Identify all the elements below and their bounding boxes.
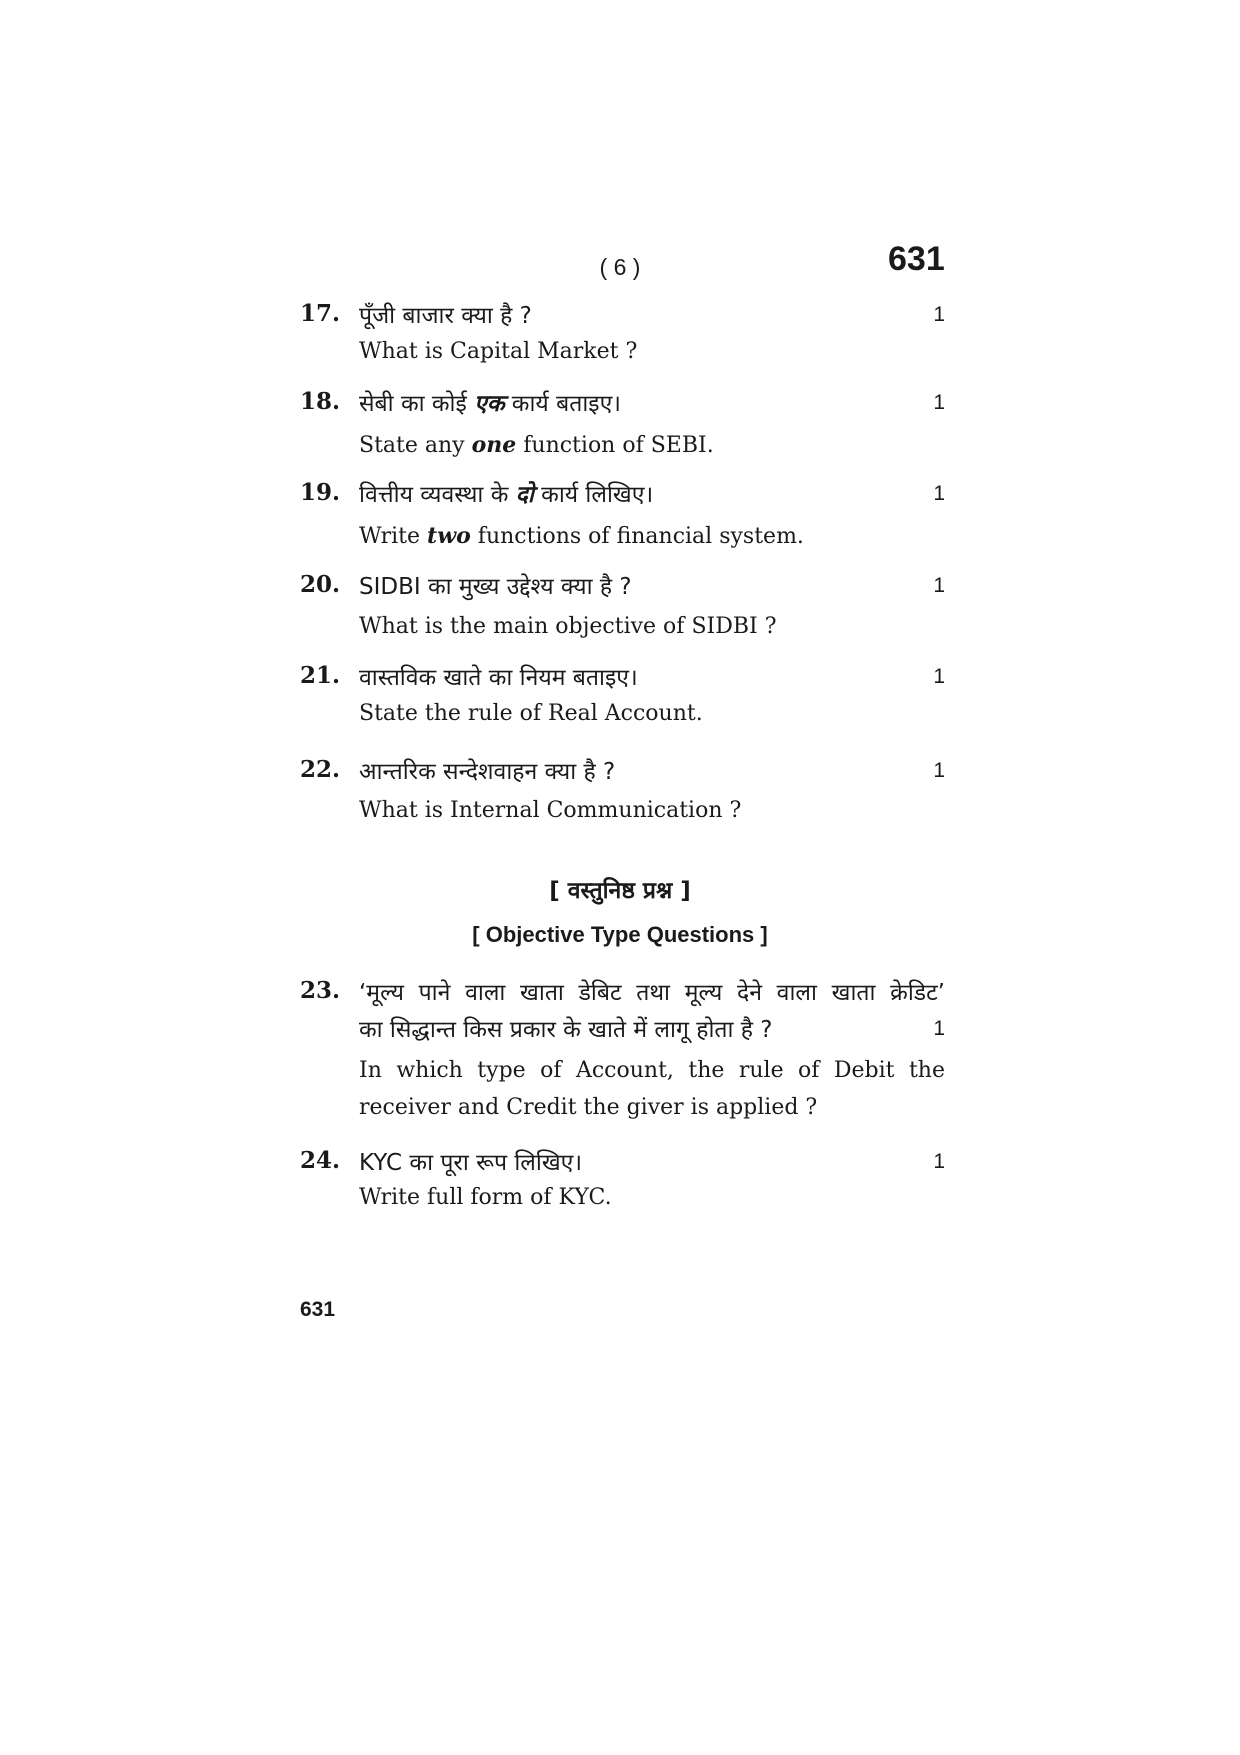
question-marks: 1 <box>933 665 945 688</box>
question-english: State the rule of Real Account. <box>359 701 703 726</box>
question-marks: 1 <box>933 303 945 326</box>
hindi-emphasis: एक <box>474 391 505 417</box>
question-number: 17. <box>300 300 341 327</box>
section-heading-hindi: [ वस्तुनिष्ठ प्रश्न ] <box>549 878 691 904</box>
question-number: 18. <box>300 388 341 415</box>
english-emphasis: two <box>427 523 471 549</box>
question-hindi: SIDBI का मुख्य उद्देश्य क्या है ? <box>359 574 632 600</box>
question-marks: 1 <box>933 1017 945 1040</box>
question-english: What is Internal Communication ? <box>359 798 742 823</box>
question-number: 24. <box>300 1147 341 1174</box>
hindi-text: सेबी का कोई <box>359 391 475 417</box>
question-number: 22. <box>300 756 341 783</box>
question-english: What is the main objective of SIDBI ? <box>359 614 777 639</box>
page-number: ( 6 ) <box>599 254 641 280</box>
english-text: Write <box>359 524 428 549</box>
question-english: Write full form of KYC. <box>359 1185 612 1210</box>
question-hindi: वास्तविक खाते का नियम बताइए। <box>359 665 638 691</box>
english-text: functions of financial system. <box>470 524 804 549</box>
question-hindi: पूँजी बाजार क्या है ? <box>359 303 532 329</box>
question-marks: 1 <box>933 391 945 414</box>
question-hindi <box>359 386 621 418</box>
question-hindi: KYC का पूरा रूप लिखिए। <box>359 1150 583 1176</box>
question-marks: 1 <box>933 1150 945 1173</box>
question-number: 21. <box>300 662 341 689</box>
question-english-line-1: In which type of Account, the rule of Debit the <box>359 1058 945 1083</box>
question-hindi <box>359 477 653 509</box>
question-number: 20. <box>300 571 341 598</box>
question-marks: 1 <box>933 759 945 782</box>
question-english-line-2: receiver and Credit the giver is applied ? <box>359 1095 818 1120</box>
question-english <box>359 432 714 458</box>
section-heading-english: [ Objective Type Questions ] <box>472 922 768 947</box>
hindi-emphasis: दो <box>515 482 534 508</box>
english-emphasis: one <box>471 432 517 458</box>
paper-code-bottom: 631 <box>300 1298 336 1321</box>
question-number: 19. <box>300 479 341 506</box>
question-marks: 1 <box>933 574 945 597</box>
english-text: function of SEBI. <box>516 433 714 458</box>
question-hindi-line-1: ‘मूल्य पाने वाला खाता डेबिट तथा मूल्य देने वाला खाता क्रेडिट’ <box>359 980 945 1006</box>
hindi-text: कार्य लिखिए। <box>533 482 654 508</box>
question-english <box>359 523 804 549</box>
question-marks: 1 <box>933 482 945 505</box>
hindi-text: कार्य बताइए। <box>504 391 622 417</box>
question-hindi-line-2: का सिद्धान्त किस प्रकार के खाते में लागू होता है ? <box>359 1017 773 1043</box>
paper-code-top: 631 <box>888 240 945 278</box>
english-text: State any <box>359 433 472 458</box>
question-english: What is Capital Market ? <box>359 339 638 364</box>
question-hindi: आन्तरिक सन्देशवाहन क्या है ? <box>359 759 616 785</box>
hindi-text: वित्तीय व्यवस्था के <box>359 482 516 508</box>
question-number: 23. <box>300 977 341 1004</box>
